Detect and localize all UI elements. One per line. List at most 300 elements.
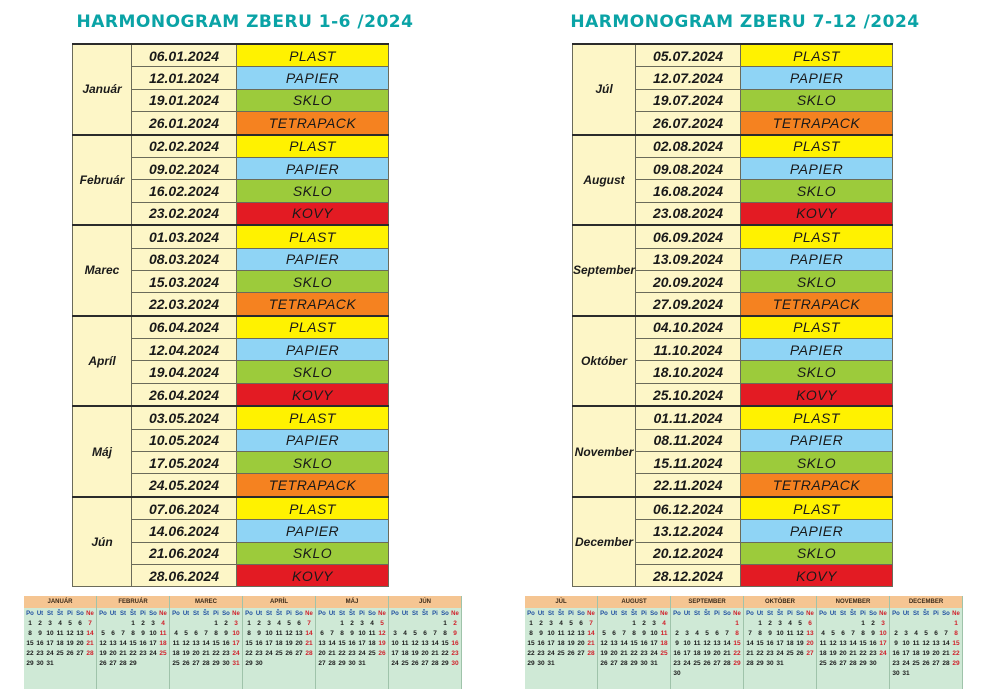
day-number: 14 (431, 640, 439, 647)
day-number: 23 (451, 650, 459, 657)
weekday-header: Ut (829, 611, 837, 617)
day-number: 2 (453, 620, 457, 627)
month-label: Október (573, 316, 636, 407)
day-number: 25 (660, 650, 668, 657)
day-number: 7 (88, 620, 92, 627)
mini-month-calendar (316, 596, 389, 689)
day-number: 23 (892, 660, 900, 667)
day-number: 17 (149, 640, 157, 647)
day-number: 20 (295, 640, 303, 647)
day-number: 23 (255, 650, 263, 657)
day-number: 24 (391, 660, 399, 667)
day-number: 29 (129, 660, 137, 667)
weekday-header: Pi (286, 611, 292, 617)
day-number: 16 (640, 640, 648, 647)
empty-day-cell (702, 619, 712, 629)
collection-date: 08.03.2024 (132, 248, 237, 270)
day-number: 6 (320, 630, 324, 637)
day-number: 5 (569, 620, 573, 627)
day-number: 16 (139, 640, 147, 647)
day-number: 15 (527, 640, 535, 647)
weekday-header: St (694, 611, 700, 617)
day-number: 13 (577, 630, 585, 637)
weekday-header: St (548, 611, 554, 617)
day-number: 22 (756, 650, 764, 657)
day-number: 13 (806, 630, 814, 637)
day-number: 9 (350, 630, 354, 637)
day-number: 28 (305, 650, 313, 657)
day-number: 16 (451, 640, 459, 647)
waste-type: PAPIER (741, 339, 893, 361)
day-number: 24 (650, 650, 658, 657)
day-number: 14 (86, 630, 94, 637)
day-number: 12 (99, 640, 107, 647)
day-number: 1 (340, 620, 344, 627)
day-number: 17 (547, 640, 555, 647)
day-number: 9 (257, 630, 261, 637)
waste-type: PLAST (237, 225, 389, 248)
collection-date: 03.05.2024 (132, 406, 237, 429)
month-label: Júl (573, 44, 636, 135)
schedule-row (73, 406, 389, 429)
day-number: 13 (76, 630, 84, 637)
day-number: 2 (224, 620, 228, 627)
day-number: 6 (297, 620, 301, 627)
day-number: 18 (275, 640, 283, 647)
day-number: 30 (766, 660, 774, 667)
day-number: 21 (746, 650, 754, 657)
collection-date: 07.06.2024 (132, 497, 237, 520)
day-number: 22 (733, 650, 741, 657)
day-number: 26 (567, 650, 575, 657)
weekday-header: Ut (328, 611, 336, 617)
day-number: 5 (184, 630, 188, 637)
day-number: 26 (703, 660, 711, 667)
day-number: 1 (529, 620, 533, 627)
day-number: 24 (879, 650, 887, 657)
mini-month-name: JANUÁR (24, 596, 96, 608)
schedule-row (573, 135, 893, 158)
weekday-header: Po (172, 611, 180, 617)
page-title: HARMONOGRAM ZBERU 1-6 /2024 (76, 12, 414, 32)
day-number: 8 (632, 630, 636, 637)
collection-date: 28.12.2024 (636, 564, 741, 586)
day-number: 2 (350, 620, 354, 627)
day-number: 4 (788, 620, 792, 627)
waste-type: TETRAPACK (237, 112, 389, 135)
day-number: 14 (328, 640, 336, 647)
day-number: 27 (932, 660, 940, 667)
page-title: HARMONOGRAM ZBERU 7-12 /2024 (570, 12, 920, 32)
day-number: 8 (28, 630, 32, 637)
schedule-row (573, 497, 893, 520)
day-number: 19 (378, 640, 386, 647)
day-number: 17 (650, 640, 658, 647)
day-number: 3 (360, 620, 364, 627)
day-number: 2 (871, 620, 875, 627)
empty-day-cell (171, 619, 181, 629)
collection-date: 04.10.2024 (636, 316, 741, 339)
weekday-header: Po (600, 611, 608, 617)
weekday-header: Ut (756, 611, 764, 617)
weekday-header: Št (130, 611, 136, 617)
weekday-header: Po (892, 611, 900, 617)
day-number: 22 (338, 650, 346, 657)
day-number: 30 (451, 660, 459, 667)
collection-date: 23.02.2024 (132, 202, 237, 225)
weekday-header: Po (26, 611, 34, 617)
day-number: 20 (839, 650, 847, 657)
empty-day-cell (420, 619, 430, 629)
day-number: 28 (86, 650, 94, 657)
weekday-header: Ut (109, 611, 117, 617)
day-number: 21 (431, 650, 439, 657)
day-number: 20 (109, 650, 117, 657)
day-number: 19 (411, 650, 419, 657)
collection-date: 17.05.2024 (132, 452, 237, 474)
day-number: 24 (547, 650, 555, 657)
day-number: 23 (36, 650, 44, 657)
day-number: 5 (101, 630, 105, 637)
collection-date: 26.01.2024 (132, 112, 237, 135)
weekday-header: Ne (378, 611, 386, 617)
day-number: 6 (612, 630, 616, 637)
day-number: 17 (902, 650, 910, 657)
day-number: 21 (849, 650, 857, 657)
empty-day-cell (682, 619, 692, 629)
day-number: 30 (36, 660, 44, 667)
mini-month-calendar (671, 596, 744, 689)
day-number: 28 (119, 660, 127, 667)
weekday-header: So (295, 611, 303, 617)
day-number: 10 (149, 630, 157, 637)
day-number: 18 (786, 640, 794, 647)
weekday-header: So (149, 611, 157, 617)
day-number: 30 (255, 660, 263, 667)
collection-date: 19.01.2024 (132, 89, 237, 111)
day-number: 14 (942, 640, 950, 647)
day-number: 6 (934, 630, 938, 637)
day-number: 22 (129, 650, 137, 657)
waste-type: KOVY (741, 202, 893, 225)
collection-date: 14.06.2024 (132, 520, 237, 542)
day-number: 2 (141, 620, 145, 627)
waste-type: KOVY (237, 564, 389, 586)
day-number: 27 (839, 660, 847, 667)
weekday-header: Št (777, 611, 783, 617)
day-number: 25 (56, 650, 64, 657)
waste-type: SKLO (237, 452, 389, 474)
day-number: 11 (660, 630, 668, 637)
waste-type: SKLO (741, 270, 893, 292)
day-number: 19 (567, 640, 575, 647)
day-number: 31 (776, 660, 784, 667)
weekday-header: Št (203, 611, 209, 617)
day-number: 8 (214, 630, 218, 637)
weekday-header: Po (746, 611, 754, 617)
weekday-header: Št (276, 611, 282, 617)
day-number: 7 (748, 630, 752, 637)
mini-month-name: JÚL (525, 596, 597, 608)
collection-date: 02.08.2024 (636, 135, 741, 158)
day-number: 22 (245, 650, 253, 657)
weekday-header: Ut (683, 611, 691, 617)
collection-date: 20.09.2024 (636, 270, 741, 292)
day-number: 10 (776, 630, 784, 637)
day-number: 12 (285, 630, 293, 637)
day-number: 8 (735, 630, 739, 637)
empty-day-cell (599, 619, 609, 629)
weekday-header: Po (527, 611, 535, 617)
weekday-header: Pi (787, 611, 793, 617)
schedule-row (73, 44, 389, 67)
waste-type: PAPIER (741, 248, 893, 270)
day-number: 12 (182, 640, 190, 647)
waste-type: PAPIER (237, 429, 389, 451)
day-number: 15 (338, 640, 346, 647)
mini-month-name: APRÍL (243, 596, 315, 608)
day-number: 2 (257, 620, 261, 627)
day-number: 17 (879, 640, 887, 647)
weekday-header: Št (704, 611, 710, 617)
weekday-header: Ut (610, 611, 618, 617)
empty-day-cell (692, 619, 702, 629)
waste-type: PLAST (741, 497, 893, 520)
collection-date: 01.11.2024 (636, 406, 741, 429)
day-number: 11 (819, 640, 827, 647)
weekday-header: So (650, 611, 658, 617)
waste-type: PAPIER (741, 520, 893, 542)
day-number: 11 (159, 630, 167, 637)
weekday-header: St (266, 611, 272, 617)
day-number: 4 (821, 630, 825, 637)
day-number: 21 (202, 650, 210, 657)
empty-day-cell (609, 619, 619, 629)
day-number: 23 (537, 650, 545, 657)
day-number: 11 (401, 640, 409, 647)
weekday-header: Ut (36, 611, 44, 617)
weekday-header: So (577, 611, 585, 617)
day-number: 6 (423, 630, 427, 637)
day-number: 22 (859, 650, 867, 657)
day-number: 24 (46, 650, 54, 657)
day-number: 21 (119, 650, 127, 657)
day-number: 4 (58, 620, 62, 627)
day-number: 24 (776, 650, 784, 657)
weekday-header: Pi (359, 611, 365, 617)
day-number: 24 (683, 660, 691, 667)
day-number: 4 (695, 630, 699, 637)
weekday-header: Ne (660, 611, 668, 617)
day-number: 2 (675, 630, 679, 637)
collection-date: 05.07.2024 (636, 44, 741, 67)
month-label: Jún (73, 497, 132, 587)
collection-date: 26.04.2024 (132, 383, 237, 406)
weekday-header: Ne (159, 611, 167, 617)
mini-month-name: MAREC (170, 596, 242, 608)
collection-schedule-table (572, 43, 893, 587)
day-number: 21 (86, 640, 94, 647)
weekday-header: St (412, 611, 418, 617)
day-number: 7 (725, 630, 729, 637)
day-number: 12 (922, 640, 930, 647)
weekday-header: So (76, 611, 84, 617)
day-number: 9 (224, 630, 228, 637)
day-number: 14 (587, 630, 595, 637)
weekday-header: Ut (255, 611, 263, 617)
mini-month-calendar (97, 596, 170, 689)
day-number: 23 (348, 650, 356, 657)
day-number: 3 (549, 620, 553, 627)
collection-date: 28.06.2024 (132, 564, 237, 586)
day-number: 4 (277, 620, 281, 627)
empty-day-cell (390, 619, 400, 629)
day-number: 29 (733, 660, 741, 667)
day-number: 18 (401, 650, 409, 657)
day-number: 19 (182, 650, 190, 657)
day-number: 27 (806, 650, 814, 657)
day-number: 23 (222, 650, 230, 657)
schedule-row (73, 225, 389, 248)
day-number: 22 (630, 650, 638, 657)
collection-date: 13.09.2024 (636, 248, 741, 270)
day-number: 30 (222, 660, 230, 667)
day-number: 24 (232, 650, 240, 657)
mini-month-calendar (744, 596, 817, 689)
collection-schedule-table (72, 43, 389, 587)
day-number: 12 (829, 640, 837, 647)
day-number: 9 (453, 630, 457, 637)
weekday-header: St (621, 611, 627, 617)
waste-type: SKLO (741, 180, 893, 202)
day-number: 27 (76, 650, 84, 657)
day-number: 25 (557, 650, 565, 657)
day-number: 15 (245, 640, 253, 647)
day-number: 3 (48, 620, 52, 627)
day-number: 21 (305, 640, 313, 647)
day-number: 24 (265, 650, 273, 657)
day-number: 28 (431, 660, 439, 667)
waste-type: PAPIER (237, 67, 389, 89)
day-number: 10 (879, 630, 887, 637)
collection-date: 21.06.2024 (132, 542, 237, 564)
day-number: 27 (192, 660, 200, 667)
day-number: 9 (141, 630, 145, 637)
day-number: 8 (247, 630, 251, 637)
empty-day-cell (828, 619, 838, 629)
day-number: 2 (768, 620, 772, 627)
collection-date: 25.10.2024 (636, 383, 741, 406)
day-number: 9 (38, 630, 42, 637)
empty-day-cell (98, 619, 108, 629)
weekday-header: Ne (232, 611, 240, 617)
day-number: 28 (746, 660, 754, 667)
day-number: 27 (713, 660, 721, 667)
mini-month-name: FEBRUÁR (97, 596, 169, 608)
day-number: 1 (247, 620, 251, 627)
day-number: 19 (829, 650, 837, 657)
empty-day-cell (619, 619, 629, 629)
weekday-header: Št (422, 611, 428, 617)
day-number: 9 (642, 630, 646, 637)
waste-type: SKLO (237, 361, 389, 383)
weekday-header: St (193, 611, 199, 617)
weekday-header: Pi (213, 611, 219, 617)
empty-day-cell (941, 619, 951, 629)
day-number: 4 (161, 620, 165, 627)
day-number: 4 (370, 620, 374, 627)
mini-month-name: JÚN (389, 596, 461, 608)
day-number: 31 (650, 660, 658, 667)
schedule-row (573, 406, 893, 429)
schedule-row (573, 225, 893, 248)
day-number: 12 (378, 630, 386, 637)
day-number: 17 (776, 640, 784, 647)
day-number: 10 (358, 630, 366, 637)
day-number: 31 (46, 660, 54, 667)
day-number: 29 (212, 660, 220, 667)
collection-date: 22.11.2024 (636, 474, 741, 497)
empty-day-cell (108, 619, 118, 629)
weekday-header: St (120, 611, 126, 617)
day-number: 10 (46, 630, 54, 637)
schedule-row (73, 135, 389, 158)
day-number: 6 (579, 620, 583, 627)
waste-type: PLAST (741, 316, 893, 339)
day-number: 31 (547, 660, 555, 667)
day-number: 25 (786, 650, 794, 657)
weekday-header: Pi (67, 611, 73, 617)
day-number: 12 (796, 630, 804, 637)
day-number: 11 (275, 630, 283, 637)
day-number: 3 (881, 620, 885, 627)
weekday-header: St (47, 611, 53, 617)
empty-day-cell (818, 619, 828, 629)
day-number: 11 (368, 630, 376, 637)
day-number: 5 (287, 620, 291, 627)
month-label: Február (73, 135, 132, 226)
weekday-header: Po (673, 611, 681, 617)
day-number: 9 (768, 630, 772, 637)
day-number: 29 (630, 660, 638, 667)
day-number: 18 (912, 650, 920, 657)
day-number: 11 (557, 630, 565, 637)
day-number: 20 (421, 650, 429, 657)
day-number: 18 (56, 640, 64, 647)
collection-date: 08.11.2024 (636, 429, 741, 451)
waste-type: PAPIER (237, 248, 389, 270)
empty-day-cell (891, 619, 901, 629)
empty-day-cell (921, 619, 931, 629)
day-number: 4 (174, 630, 178, 637)
day-number: 4 (662, 620, 666, 627)
month-label: December (573, 497, 636, 587)
day-number: 13 (932, 640, 940, 647)
day-number: 15 (630, 640, 638, 647)
day-number: 26 (829, 660, 837, 667)
day-number: 20 (713, 650, 721, 657)
day-number: 1 (735, 620, 739, 627)
weekday-header: Ne (86, 611, 94, 617)
weekday-header: Pi (860, 611, 866, 617)
waste-type: PAPIER (237, 520, 389, 542)
day-number: 4 (914, 630, 918, 637)
day-number: 9 (871, 630, 875, 637)
mini-month-name: NOVEMBER (817, 596, 889, 608)
waste-type: PLAST (237, 135, 389, 158)
day-number: 6 (78, 620, 82, 627)
day-number: 10 (232, 630, 240, 637)
